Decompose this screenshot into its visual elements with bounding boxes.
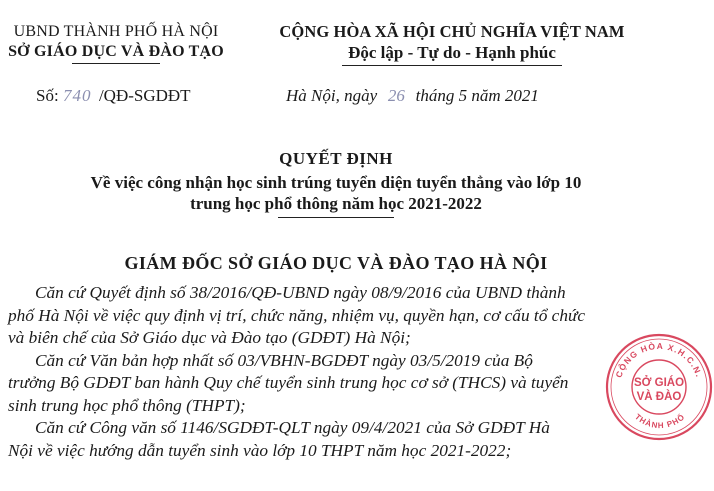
basis-2-line-2: trưởng Bộ GDĐT ban hành Quy chế tuyển sinh trung học cơ sở (THCS) và tuyển: [8, 373, 569, 392]
subject-underline: [278, 217, 394, 218]
agency-name: SỞ GIÁO DỤC VÀ ĐÀO TẠO: [8, 43, 224, 60]
national-motto: Độc lập - Tự do - Hạnh phúc: [348, 43, 556, 62]
basis-2-line-3: sinh trung học phổ thông (THPT);: [8, 395, 246, 415]
legal-basis: [8, 282, 664, 462]
handwritten-day: 26: [387, 86, 405, 105]
nation-name: CỘNG HÒA XÃ HỘI CHỦ NGHĨA VIỆT NAM: [279, 22, 625, 41]
number-prefix: Số:: [36, 86, 59, 105]
document-number: [36, 86, 191, 106]
agency-parent: UBND THÀNH PHỐ HÀ NỘI: [13, 23, 219, 40]
issuing-authority: GIÁM ĐỐC SỞ GIÁO DỤC VÀ ĐÀO TẠO HÀ NỘI: [124, 253, 548, 273]
basis-3-line-1: Căn cứ Công văn số 1146/SGDĐT-QLT ngày 09/4/2021 của Sở GDĐT Hà: [35, 418, 550, 437]
issue-date: [286, 86, 539, 106]
basis-1-line-3: và biên chế của Sở Giáo dục và Đào tạo (GDĐT) Hà Nội;: [8, 328, 411, 347]
basis-1-line-1: Căn cứ Quyết định số 38/2016/QĐ-UBND ngày 08/9/2016 của UBND thành: [35, 283, 566, 302]
basis-1-line-2: phố Hà Nội về việc quy định vị trí, chức năng, nhiệm vụ, quyền hạn, cơ cấu tổ chức: [8, 305, 586, 325]
seal-center-text-2: VÀ ĐÀO: [636, 391, 682, 403]
decision-subject-line-2: trung học phổ thông năm học 2021-2022: [190, 194, 482, 213]
basis-3-line-2: Nội về việc hướng dẫn tuyển sinh vào lớp 10 THPT năm học 2021-2022;: [8, 440, 512, 460]
agency-underline: [72, 63, 160, 64]
decision-subject-line-1: Về việc công nhận học sinh trúng tuyển diện tuyển thẳng vào lớp 10: [90, 173, 582, 192]
national-header: [232, 22, 672, 66]
motto-underline: [342, 65, 562, 66]
date-suffix: tháng 5 năm 2021: [415, 86, 539, 105]
official-seal: [604, 332, 714, 442]
issuing-agency: [0, 22, 232, 64]
handwritten-number: 740: [62, 86, 92, 105]
seal-center-text-1: SỞ GIÁO: [633, 377, 685, 389]
seal-top-text: CỘNG HÒA X.H.C.N.: [613, 340, 705, 379]
basis-2-line-1: Căn cứ Văn bản hợp nhất số 03/VBHN-BGDĐT ngày 03/5/2019 của Bộ: [35, 350, 533, 370]
number-code: /QĐ-SGDĐT: [98, 86, 191, 105]
seal-bottom-text: THÀNH PHỐ: [633, 412, 687, 431]
date-prefix: Hà Nội, ngày: [286, 86, 378, 105]
decision-title: QUYẾT ĐỊNH: [279, 149, 393, 168]
